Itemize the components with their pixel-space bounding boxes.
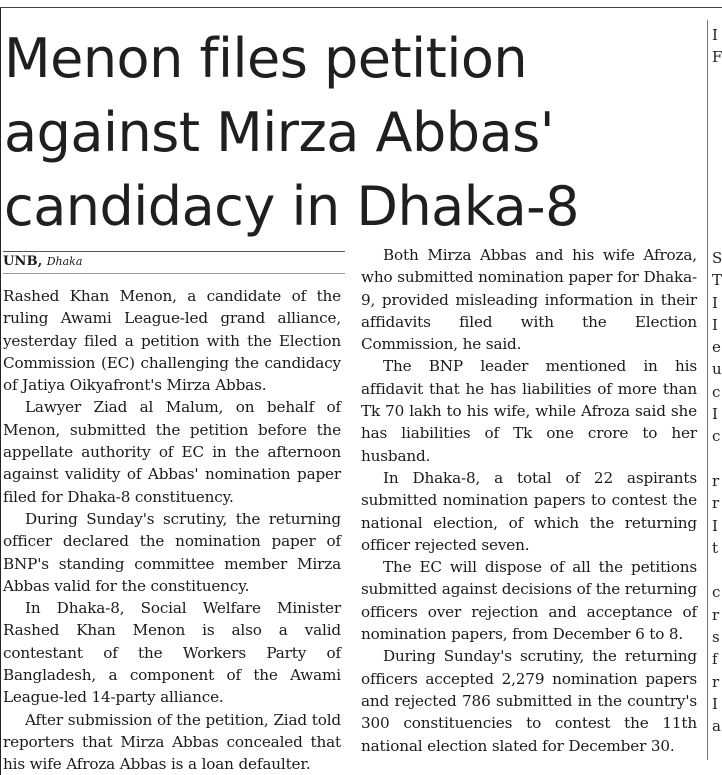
byline-agency: UNB, xyxy=(3,254,43,269)
fragment-letter: T xyxy=(712,271,722,290)
clipping-edge xyxy=(0,8,1,775)
fragment-letter xyxy=(712,448,722,470)
paragraph: Both Mirza Abbas and his wife Afroza, who submitted nomination paper for Dhaka-9, provided misleading information in their affidavits filed with the Election Commission, he said. xyxy=(361,246,697,354)
fragment-letter: t xyxy=(712,538,719,557)
fragment-letter: I xyxy=(712,26,718,44)
fragment-letter: r xyxy=(712,605,720,624)
headline-line: candidacy in Dhaka-8 xyxy=(4,175,580,238)
fragment-letter: I xyxy=(712,694,718,713)
headline-line: Menon files petition xyxy=(4,27,528,90)
fragment-letter: S xyxy=(712,248,722,267)
paragraph: The EC will dispose of all the petitions submitted against decisions of the returning officers over rejection and acceptance of nomination papers, from December 6 to 8. xyxy=(361,558,697,644)
fragment-letter: I xyxy=(712,516,718,535)
fragment-letter xyxy=(712,202,722,224)
fragment-letter xyxy=(712,225,722,247)
fragment-letter: r xyxy=(712,672,720,691)
fragment-letter: f xyxy=(712,650,718,669)
fragment-letter: F xyxy=(712,48,722,67)
paragraph: Rashed Khan Menon, a candidate of the ruling Awami League-led grand alliance, yesterday filed a petition with the Election Commission (EC) challenging the candidacy of Jatiya Oikyafront's Mirza Abbas. xyxy=(3,287,341,395)
fragment-letter: I xyxy=(712,315,718,334)
byline-underline xyxy=(3,273,345,274)
paragraph: During Sunday's scrutiny, the returning officer declared the nomination paper of BNP's standing committee member Mirza Abbas valid for the constituency. xyxy=(3,509,341,595)
fragment-letter: c xyxy=(712,382,721,401)
fragment-letter: e xyxy=(712,338,721,357)
paragraph: During Sunday's scrutiny, the returning officers accepted 2,279 nomination papers and rejected 786 submitted in the country's 300 constituencies to contest the 11th national election slated for December 30. xyxy=(361,647,697,755)
article-column-1 xyxy=(3,285,341,775)
column-divider xyxy=(707,20,708,760)
article-byline xyxy=(3,253,82,271)
paragraph: The BNP leader mentioned in his affidavit that he has liabilities of more than Tk 70 lakh to his wife, while Afroza said she has liabilities of Tk one crore to her husband. xyxy=(361,357,697,465)
fragment-letter: r xyxy=(712,494,720,513)
adjacent-article-fragment xyxy=(712,24,722,775)
fragment-letter: I xyxy=(712,293,718,312)
fragment-letter xyxy=(712,69,722,91)
fragment-letter: r xyxy=(712,471,720,490)
fragment-letter: c xyxy=(712,427,721,446)
fragment-letter: u xyxy=(712,360,722,379)
byline-rule xyxy=(3,251,345,252)
fragment-letter xyxy=(712,113,722,135)
fragment-letter: c xyxy=(712,583,721,602)
article-headline xyxy=(4,22,704,244)
fragment-letter: I xyxy=(712,405,718,424)
fragment-letter xyxy=(712,91,722,113)
fragment-letter xyxy=(712,559,722,581)
fragment-letter xyxy=(712,135,722,157)
fragment-letter: a xyxy=(712,717,721,736)
headline-line: against Mirza Abbas' xyxy=(4,101,555,164)
paragraph: In Dhaka-8, Social Welfare Minister Rashed Khan Menon is also a valid contestant of the Workers Party of Bangladesh, a component of the Awami League-led 14-party alliance. xyxy=(3,599,341,707)
article-column-2 xyxy=(361,244,697,757)
fragment-letter xyxy=(712,180,722,202)
fragment-letter: s xyxy=(712,628,720,647)
paragraph: After submission of the petition, Ziad told reporters that Mirza Abbas concealed that his wife Afroza Abbas is a loan defaulter. xyxy=(3,710,341,774)
fragment-letter xyxy=(712,158,722,180)
byline-place: Dhaka xyxy=(46,255,83,268)
paragraph: In Dhaka-8, a total of 22 aspirants submitted nomination papers to contest the national election, of which the returning officer rejected seven. xyxy=(361,468,697,554)
paragraph: Lawyer Ziad al Malum, on behalf of Menon, submitted the petition before the appellate authority of EC in the afternoon against validity of Abbas' nomination paper filed for Dhaka-8 constituency. xyxy=(3,398,341,506)
top-rule xyxy=(0,7,722,8)
